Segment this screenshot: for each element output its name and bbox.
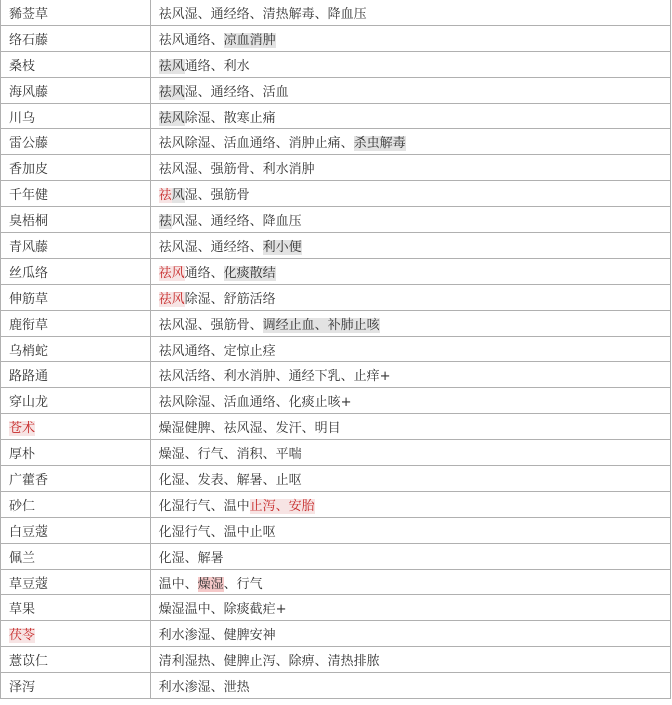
highlighted-effect-text: 祛 <box>158 188 172 204</box>
herb-effect-cell <box>150 362 670 388</box>
herb-name: 苍术 <box>9 421 36 437</box>
herb-effect-cell <box>150 621 670 647</box>
effect-text: 风湿、通经络、降血压 <box>171 214 302 230</box>
table-row <box>1 414 671 440</box>
herb-effect-cell <box>150 466 670 492</box>
herb-effect-cell <box>150 440 670 466</box>
effect-text: 化湿、解暑 <box>158 550 224 566</box>
herb-name-cell <box>1 388 151 414</box>
herb-name: 白豆蔻 <box>9 524 49 540</box>
herb-name: 青风藤 <box>9 239 49 255</box>
table-row <box>1 673 671 699</box>
table-row <box>1 336 671 362</box>
herb-name: 穿山龙 <box>9 395 49 411</box>
herb-name-cell <box>1 595 151 621</box>
herb-name-cell <box>1 414 151 440</box>
highlighted-effect-text: 祛风 <box>158 58 185 74</box>
highlighted-effect-text: 祛风 <box>158 291 185 307</box>
herb-effect-cell <box>150 595 670 621</box>
highlighted-effect-text: 风 <box>171 188 185 204</box>
effect-text: 湿、通经络、活血 <box>184 84 289 100</box>
effect-text: 温中、 <box>158 576 198 592</box>
herb-effect-cell <box>150 569 670 595</box>
table-row <box>1 466 671 492</box>
herb-name-cell <box>1 647 151 673</box>
herb-effect-cell <box>150 543 670 569</box>
table-row <box>1 517 671 543</box>
highlighted-effect-text: 利小便 <box>262 239 302 255</box>
effect-text: 清利湿热、健脾止泻、除痹、清热排脓 <box>158 654 380 670</box>
herb-name: 臭梧桐 <box>9 214 49 230</box>
herb-effect-cell <box>150 647 670 673</box>
table-row <box>1 310 671 336</box>
highlighted-effect-text: 杀虫解毒 <box>353 136 406 152</box>
herb-name: 草果 <box>9 602 36 618</box>
herb-effect-cell <box>150 517 670 543</box>
herb-name: 桑枝 <box>9 58 36 74</box>
herb-effect-cell <box>150 284 670 310</box>
effect-text: 燥湿温中、除痰截疟+ <box>158 602 287 618</box>
table-row <box>1 207 671 233</box>
highlighted-effect-text: 祛风 <box>158 265 185 281</box>
herb-name-cell <box>1 284 151 310</box>
herb-name-cell <box>1 440 151 466</box>
effect-text: 除湿、散寒止痛 <box>184 110 276 126</box>
effect-text: 祛风除湿、活血通络、化痰止咳+ <box>158 395 352 411</box>
herb-effect-cell <box>150 103 670 129</box>
herb-effect-cell <box>150 336 670 362</box>
table-row <box>1 258 671 284</box>
herb-name: 厚朴 <box>9 447 36 463</box>
highlighted-effect-text: 调经止血、补肺止咳 <box>262 317 380 333</box>
effect-text: 湿、强筋骨 <box>184 188 250 204</box>
herb-name-cell <box>1 673 151 699</box>
effect-text: 化湿、发表、解暑、止呕 <box>158 472 302 488</box>
herb-name-cell <box>1 77 151 103</box>
herb-name: 伸筋草 <box>9 291 49 307</box>
table-row <box>1 595 671 621</box>
effect-text: 祛风湿、强筋骨、利水消肿 <box>158 162 315 178</box>
herb-effect-cell <box>150 414 670 440</box>
herb-name-cell <box>1 155 151 181</box>
herb-name-cell <box>1 491 151 517</box>
effect-text: 祛风通络、 <box>158 32 224 48</box>
effect-text: 祛风除湿、活血通络、消肿止痛、 <box>158 136 354 152</box>
herb-name-cell <box>1 310 151 336</box>
table-row <box>1 621 671 647</box>
effect-text: 化湿行气、温中 <box>158 498 250 514</box>
effect-text: 祛风活络、利水消肿、通经下乳、止痒+ <box>158 369 391 385</box>
table-row <box>1 362 671 388</box>
table-row <box>1 0 671 25</box>
herb-name: 佩兰 <box>9 550 36 566</box>
table-row <box>1 388 671 414</box>
herb-name: 砂仁 <box>9 498 36 514</box>
effect-text: 祛风湿、通经络、清热解毒、降血压 <box>158 6 367 22</box>
herb-name: 草豆蔻 <box>9 576 49 592</box>
herb-effect-cell <box>150 77 670 103</box>
herb-name-cell <box>1 336 151 362</box>
herb-name: 丝瓜络 <box>9 265 49 281</box>
herb-effect-cell <box>150 181 670 207</box>
herb-name: 千年健 <box>9 188 49 204</box>
highlighted-effect-text: 止泻、安胎 <box>249 498 315 514</box>
table-row <box>1 284 671 310</box>
highlighted-effect-text: 祛风 <box>158 110 185 126</box>
table-row <box>1 181 671 207</box>
highlighted-effect-text: 燥湿 <box>197 576 224 592</box>
effect-text: 燥湿、行气、消积、平喘 <box>158 447 302 463</box>
highlighted-effect-text: 化痰散结 <box>223 265 276 281</box>
herb-name-cell <box>1 51 151 77</box>
herb-effect-cell <box>150 388 670 414</box>
herb-name: 络石藤 <box>9 32 49 48</box>
table-row <box>1 543 671 569</box>
effect-text: 通络、利水 <box>184 58 250 74</box>
herb-name: 薏苡仁 <box>9 654 49 670</box>
herb-effect-cell <box>150 310 670 336</box>
herb-effect-cell <box>150 673 670 699</box>
herb-name: 鹿衔草 <box>9 317 49 333</box>
highlighted-effect-text: 凉血消肿 <box>223 32 276 48</box>
herb-name: 泽泻 <box>9 680 36 696</box>
herb-effect-cell <box>150 233 670 259</box>
herb-name: 豨莶草 <box>9 6 49 22</box>
herb-name-cell <box>1 466 151 492</box>
herb-name-cell <box>1 25 151 51</box>
herb-name-cell <box>1 103 151 129</box>
herb-name-cell <box>1 569 151 595</box>
effect-text: 燥湿健脾、祛风湿、发汗、明目 <box>158 421 341 437</box>
effect-text: 利水渗湿、泄热 <box>158 680 250 696</box>
herb-name: 香加皮 <box>9 162 49 178</box>
table-row <box>1 569 671 595</box>
herb-name: 路路通 <box>9 369 49 385</box>
herb-effect-cell <box>150 155 670 181</box>
effect-text: 、行气 <box>223 576 263 592</box>
herb-effect-cell <box>150 207 670 233</box>
herb-name: 海风藤 <box>9 84 49 100</box>
table-row <box>1 233 671 259</box>
effect-text: 利水渗湿、健脾安神 <box>158 628 276 644</box>
herb-effect-cell <box>150 51 670 77</box>
effect-text: 祛风湿、通经络、 <box>158 239 263 255</box>
herb-name-cell <box>1 517 151 543</box>
effect-text: 化湿行气、温中止呕 <box>158 524 276 540</box>
highlighted-effect-text: 祛 <box>158 214 172 230</box>
table-row <box>1 103 671 129</box>
herb-name-cell <box>1 362 151 388</box>
herb-effect-cell <box>150 129 670 155</box>
effect-text: 通络、 <box>184 265 224 281</box>
herb-name-cell <box>1 543 151 569</box>
herb-name: 乌梢蛇 <box>9 343 49 359</box>
effect-text: 祛风通络、定惊止痉 <box>158 343 276 359</box>
table-row <box>1 155 671 181</box>
herb-effect-cell <box>150 25 670 51</box>
table-row <box>1 51 671 77</box>
table-row <box>1 491 671 517</box>
herb-name: 川乌 <box>9 110 36 126</box>
herb-name-cell <box>1 258 151 284</box>
herb-name-cell <box>1 207 151 233</box>
herb-name-cell <box>1 233 151 259</box>
table-row <box>1 25 671 51</box>
herb-name-cell <box>1 621 151 647</box>
table-row <box>1 647 671 673</box>
herb-name: 茯苓 <box>9 628 36 644</box>
herb-effect-cell <box>150 258 670 284</box>
highlighted-effect-text: 祛风 <box>158 84 185 100</box>
herb-name-cell <box>1 129 151 155</box>
table-row <box>1 77 671 103</box>
herb-name: 广藿香 <box>9 472 49 488</box>
herb-table-body <box>1 0 671 699</box>
herb-effect-cell <box>150 0 670 25</box>
effect-text: 除湿、舒筋活络 <box>184 291 276 307</box>
herb-name: 雷公藤 <box>9 136 49 152</box>
effect-text: 祛风湿、强筋骨、 <box>158 317 263 333</box>
table-row <box>1 440 671 466</box>
herb-name-cell <box>1 0 151 25</box>
table-row <box>1 129 671 155</box>
herb-name-cell <box>1 181 151 207</box>
herb-effect-cell <box>150 491 670 517</box>
